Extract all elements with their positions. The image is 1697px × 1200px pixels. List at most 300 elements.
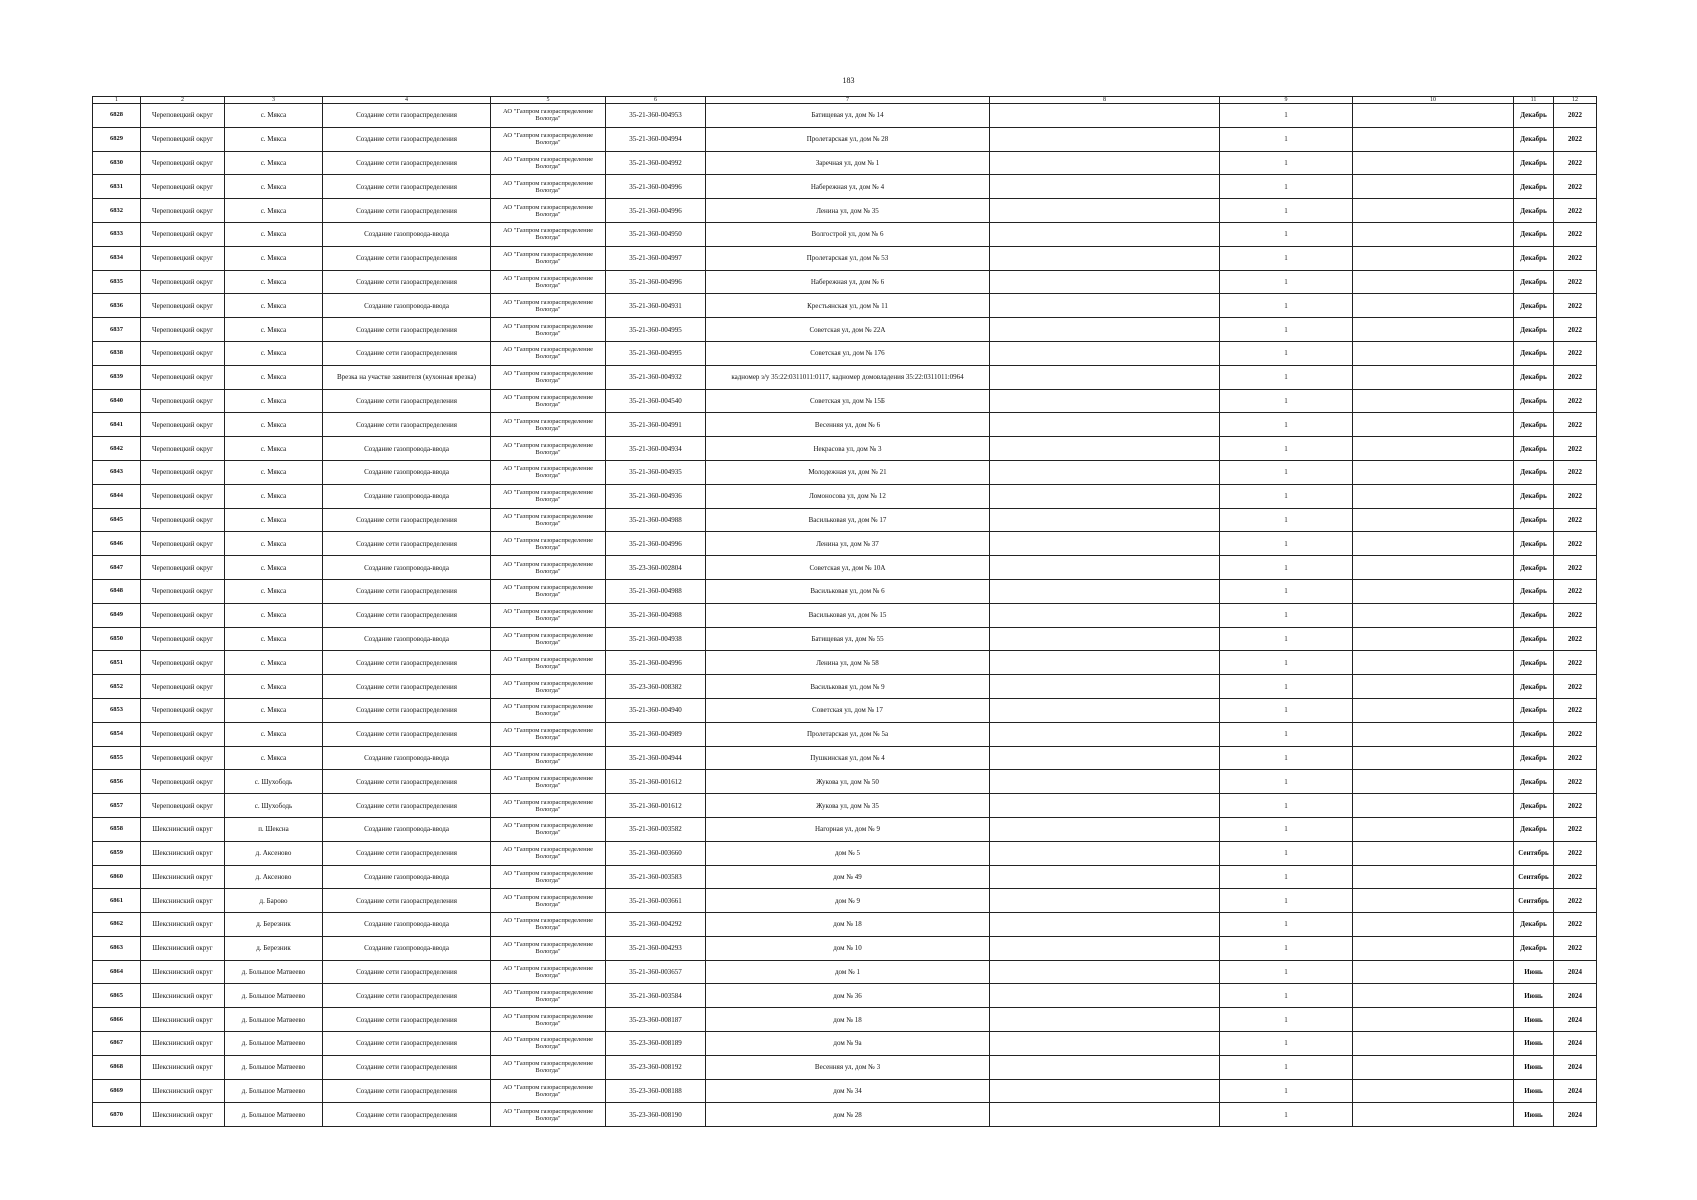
- table-row: [93, 841, 1597, 865]
- table-row: [93, 151, 1597, 175]
- cell-num: 6841: [93, 413, 141, 437]
- cell-num: 6856: [93, 770, 141, 794]
- cell-col10: [1353, 127, 1514, 151]
- cell-month: Декабрь: [1514, 675, 1554, 699]
- cell-settlement: с. Мякса: [225, 508, 323, 532]
- cell-col10: [1353, 104, 1514, 128]
- cell-operator: АО "Газпром газораспределение Вологда": [491, 817, 606, 841]
- cell-col8: [990, 199, 1220, 223]
- cell-num: 6853: [93, 698, 141, 722]
- cell-address: Пролетарская ул, дом № 53: [706, 246, 990, 270]
- cell-num: 6860: [93, 865, 141, 889]
- cell-code: 35-21-360-004934: [606, 437, 706, 461]
- cell-num: 6851: [93, 651, 141, 675]
- cell-district: Череповецкий округ: [141, 794, 225, 818]
- cell-month: Декабрь: [1514, 794, 1554, 818]
- cell-col10: [1353, 365, 1514, 389]
- cell-quantity: 1: [1220, 294, 1353, 318]
- cell-col8: [990, 413, 1220, 437]
- cell-work-type: Создание газопровода-ввода: [323, 437, 491, 461]
- cell-work-type: Создание газопровода-ввода: [323, 222, 491, 246]
- cell-num: 6864: [93, 960, 141, 984]
- cell-address: Васильковая ул, дом № 6: [706, 579, 990, 603]
- cell-col8: [990, 841, 1220, 865]
- cell-quantity: 1: [1220, 698, 1353, 722]
- cell-address: дом № 18: [706, 913, 990, 937]
- cell-work-type: Создание газопровода-ввода: [323, 746, 491, 770]
- cell-district: Череповецкий округ: [141, 508, 225, 532]
- cell-settlement: с. Мякса: [225, 294, 323, 318]
- cell-col10: [1353, 460, 1514, 484]
- cell-col8: [990, 532, 1220, 556]
- cell-num: 6859: [93, 841, 141, 865]
- cell-address: дом № 34: [706, 1079, 990, 1103]
- cell-num: 6847: [93, 556, 141, 580]
- cell-code: 35-21-360-004992: [606, 151, 706, 175]
- column-number-9: 9: [1220, 97, 1353, 104]
- column-number-3: 3: [225, 97, 323, 104]
- cell-operator: АО "Газпром газораспределение Вологда": [491, 1055, 606, 1079]
- cell-address: Советская ул, дом № 10А: [706, 556, 990, 580]
- cell-code: 35-21-360-004936: [606, 484, 706, 508]
- cell-settlement: с. Мякса: [225, 318, 323, 342]
- cell-settlement: с. Мякса: [225, 246, 323, 270]
- cell-year: 2022: [1554, 556, 1597, 580]
- cell-col8: [990, 746, 1220, 770]
- cell-quantity: 1: [1220, 651, 1353, 675]
- cell-month: Декабрь: [1514, 817, 1554, 841]
- cell-col10: [1353, 413, 1514, 437]
- cell-district: Шекснинский округ: [141, 913, 225, 937]
- table-row: [93, 127, 1597, 151]
- cell-district: Шекснинский округ: [141, 1079, 225, 1103]
- cell-year: 2022: [1554, 413, 1597, 437]
- cell-code: 35-23-360-008382: [606, 675, 706, 699]
- cell-work-type: Создание сети газораспределения: [323, 151, 491, 175]
- cell-year: 2022: [1554, 865, 1597, 889]
- cell-code: 35-23-360-002804: [606, 556, 706, 580]
- cell-col10: [1353, 722, 1514, 746]
- cell-month: Июнь: [1514, 1008, 1554, 1032]
- cell-quantity: 1: [1220, 794, 1353, 818]
- table-row: [93, 246, 1597, 270]
- table-row: [93, 104, 1597, 128]
- cell-address: дом № 5: [706, 841, 990, 865]
- cell-settlement: с. Мякса: [225, 175, 323, 199]
- cell-col10: [1353, 1032, 1514, 1056]
- cell-year: 2022: [1554, 127, 1597, 151]
- cell-code: 35-21-360-004944: [606, 746, 706, 770]
- cell-settlement: д. Большое Матвеево: [225, 960, 323, 984]
- cell-operator: АО "Газпром газораспределение Вологда": [491, 175, 606, 199]
- cell-district: Череповецкий округ: [141, 413, 225, 437]
- cell-address: Жукова ул, дом № 50: [706, 770, 990, 794]
- cell-col10: [1353, 270, 1514, 294]
- cell-operator: АО "Газпром газораспределение Вологда": [491, 746, 606, 770]
- cell-year: 2022: [1554, 579, 1597, 603]
- cell-address: дом № 1: [706, 960, 990, 984]
- table-row: [93, 1008, 1597, 1032]
- cell-month: Декабрь: [1514, 318, 1554, 342]
- cell-num: 6829: [93, 127, 141, 151]
- cell-work-type: Создание сети газораспределения: [323, 199, 491, 223]
- cell-settlement: д. Большое Матвеево: [225, 1079, 323, 1103]
- cell-year: 2022: [1554, 389, 1597, 413]
- table-row: [93, 936, 1597, 960]
- cell-col8: [990, 318, 1220, 342]
- cell-col8: [990, 722, 1220, 746]
- cell-address: кадномер з/у 35:22:0311011:0117, кадномер домовладения 35:22:0311011:0964: [706, 365, 990, 389]
- cell-work-type: Создание сети газораспределения: [323, 175, 491, 199]
- cell-district: Череповецкий округ: [141, 318, 225, 342]
- cell-district: Череповецкий округ: [141, 104, 225, 128]
- cell-settlement: с. Мякса: [225, 460, 323, 484]
- cell-code: 35-23-360-008190: [606, 1103, 706, 1127]
- cell-col8: [990, 675, 1220, 699]
- cell-col10: [1353, 794, 1514, 818]
- cell-operator: АО "Газпром газораспределение Вологда": [491, 199, 606, 223]
- cell-work-type: Создание сети газораспределения: [323, 984, 491, 1008]
- table-row: [93, 556, 1597, 580]
- cell-year: 2024: [1554, 984, 1597, 1008]
- cell-quantity: 1: [1220, 579, 1353, 603]
- cell-month: Декабрь: [1514, 222, 1554, 246]
- cell-year: 2022: [1554, 151, 1597, 175]
- column-number-7: 7: [706, 97, 990, 104]
- cell-code: 35-21-360-004935: [606, 460, 706, 484]
- cell-col10: [1353, 222, 1514, 246]
- cell-quantity: 1: [1220, 389, 1353, 413]
- cell-quantity: 1: [1220, 936, 1353, 960]
- cell-col10: [1353, 579, 1514, 603]
- cell-col10: [1353, 675, 1514, 699]
- cell-quantity: 1: [1220, 460, 1353, 484]
- table-row: [93, 437, 1597, 461]
- cell-col10: [1353, 1079, 1514, 1103]
- cell-district: Череповецкий округ: [141, 341, 225, 365]
- cell-month: Сентябрь: [1514, 865, 1554, 889]
- cell-operator: АО "Газпром газораспределение Вологда": [491, 294, 606, 318]
- cell-col10: [1353, 151, 1514, 175]
- cell-quantity: 1: [1220, 318, 1353, 342]
- cell-year: 2022: [1554, 627, 1597, 651]
- cell-settlement: с. Мякса: [225, 651, 323, 675]
- cell-col8: [990, 579, 1220, 603]
- cell-col8: [990, 437, 1220, 461]
- cell-work-type: Создание сети газораспределения: [323, 1032, 491, 1056]
- cell-col8: [990, 603, 1220, 627]
- cell-col10: [1353, 889, 1514, 913]
- table-row: [93, 365, 1597, 389]
- cell-district: Череповецкий округ: [141, 579, 225, 603]
- cell-operator: АО "Газпром газораспределение Вологда": [491, 151, 606, 175]
- column-number-5: 5: [491, 97, 606, 104]
- cell-month: Декабрь: [1514, 365, 1554, 389]
- cell-code: 35-21-360-004991: [606, 413, 706, 437]
- cell-district: Шекснинский округ: [141, 841, 225, 865]
- cell-district: Шекснинский округ: [141, 1032, 225, 1056]
- page-number: 183: [842, 76, 855, 85]
- cell-work-type: Создание сети газораспределения: [323, 246, 491, 270]
- cell-col10: [1353, 389, 1514, 413]
- cell-col10: [1353, 603, 1514, 627]
- cell-code: 35-21-360-004938: [606, 627, 706, 651]
- cell-code: 35-21-360-004989: [606, 722, 706, 746]
- cell-code: 35-21-360-004997: [606, 246, 706, 270]
- cell-quantity: 1: [1220, 1103, 1353, 1127]
- cell-num: 6862: [93, 913, 141, 937]
- cell-month: Декабрь: [1514, 270, 1554, 294]
- cell-month: Декабрь: [1514, 913, 1554, 937]
- cell-quantity: 1: [1220, 984, 1353, 1008]
- table-row: [93, 270, 1597, 294]
- cell-col10: [1353, 651, 1514, 675]
- cell-year: 2022: [1554, 722, 1597, 746]
- cell-col10: [1353, 532, 1514, 556]
- cell-settlement: с. Мякса: [225, 127, 323, 151]
- cell-code: 35-21-360-004293: [606, 936, 706, 960]
- cell-address: Волгострой ул, дом № 6: [706, 222, 990, 246]
- cell-year: 2022: [1554, 698, 1597, 722]
- table-row: [93, 603, 1597, 627]
- cell-settlement: с. Мякса: [225, 151, 323, 175]
- cell-col8: [990, 127, 1220, 151]
- cell-quantity: 1: [1220, 1032, 1353, 1056]
- cell-col10: [1353, 508, 1514, 532]
- cell-operator: АО "Газпром газораспределение Вологда": [491, 794, 606, 818]
- cell-quantity: 1: [1220, 960, 1353, 984]
- cell-operator: АО "Газпром газораспределение Вологда": [491, 1079, 606, 1103]
- cell-settlement: с. Мякса: [225, 365, 323, 389]
- cell-year: 2022: [1554, 341, 1597, 365]
- cell-quantity: 1: [1220, 627, 1353, 651]
- table-row: [93, 532, 1597, 556]
- cell-month: Июнь: [1514, 984, 1554, 1008]
- cell-work-type: Создание сети газораспределения: [323, 675, 491, 699]
- cell-month: Декабрь: [1514, 508, 1554, 532]
- cell-settlement: с. Шухободь: [225, 794, 323, 818]
- cell-district: Череповецкий округ: [141, 246, 225, 270]
- cell-month: Сентябрь: [1514, 889, 1554, 913]
- cell-address: Батищевая ул, дом № 14: [706, 104, 990, 128]
- cell-work-type: Создание сети газораспределения: [323, 508, 491, 532]
- cell-year: 2024: [1554, 1079, 1597, 1103]
- cell-quantity: 1: [1220, 484, 1353, 508]
- cell-code: 35-21-360-004995: [606, 318, 706, 342]
- cell-operator: АО "Газпром газораспределение Вологда": [491, 841, 606, 865]
- cell-col10: [1353, 865, 1514, 889]
- cell-district: Шекснинский округ: [141, 889, 225, 913]
- cell-col10: [1353, 437, 1514, 461]
- cell-month: Декабрь: [1514, 627, 1554, 651]
- cell-year: 2022: [1554, 484, 1597, 508]
- cell-code: 35-21-360-004292: [606, 913, 706, 937]
- table-row: [93, 1103, 1597, 1127]
- cell-code: 35-21-360-004996: [606, 532, 706, 556]
- cell-operator: АО "Газпром газораспределение Вологда": [491, 603, 606, 627]
- cell-month: Декабрь: [1514, 151, 1554, 175]
- cell-num: 6834: [93, 246, 141, 270]
- cell-col10: [1353, 341, 1514, 365]
- cell-address: дом № 18: [706, 1008, 990, 1032]
- cell-month: Декабрь: [1514, 127, 1554, 151]
- cell-operator: АО "Газпром газораспределение Вологда": [491, 984, 606, 1008]
- cell-col8: [990, 865, 1220, 889]
- cell-year: 2024: [1554, 1008, 1597, 1032]
- cell-district: Шекснинский округ: [141, 960, 225, 984]
- cell-year: 2022: [1554, 460, 1597, 484]
- cell-operator: АО "Газпром газораспределение Вологда": [491, 865, 606, 889]
- table-row: [93, 579, 1597, 603]
- cell-code: 35-21-360-003582: [606, 817, 706, 841]
- cell-quantity: 1: [1220, 722, 1353, 746]
- cell-col8: [990, 794, 1220, 818]
- cell-district: Шекснинский округ: [141, 1103, 225, 1127]
- cell-year: 2024: [1554, 1103, 1597, 1127]
- cell-operator: АО "Газпром газораспределение Вологда": [491, 460, 606, 484]
- cell-quantity: 1: [1220, 1008, 1353, 1032]
- table-row: [93, 1079, 1597, 1103]
- cell-code: 35-23-360-008192: [606, 1055, 706, 1079]
- cell-district: Череповецкий округ: [141, 556, 225, 580]
- table-row: [93, 1032, 1597, 1056]
- cell-col8: [990, 698, 1220, 722]
- cell-operator: АО "Газпром газораспределение Вологда": [491, 1008, 606, 1032]
- cell-operator: АО "Газпром газораспределение Вологда": [491, 960, 606, 984]
- cell-operator: АО "Газпром газораспределение Вологда": [491, 318, 606, 342]
- cell-settlement: с. Мякса: [225, 556, 323, 580]
- cell-operator: АО "Газпром газораспределение Вологда": [491, 698, 606, 722]
- cell-month: Декабрь: [1514, 389, 1554, 413]
- cell-address: Советская ул, дом № 22А: [706, 318, 990, 342]
- table-row: [93, 222, 1597, 246]
- cell-operator: АО "Газпром газораспределение Вологда": [491, 365, 606, 389]
- cell-year: 2022: [1554, 199, 1597, 223]
- cell-address: Весенняя ул, дом № 3: [706, 1055, 990, 1079]
- cell-address: Ленина ул, дом № 35: [706, 199, 990, 223]
- cell-district: Череповецкий округ: [141, 627, 225, 651]
- cell-code: 35-21-360-004988: [606, 508, 706, 532]
- cell-col8: [990, 770, 1220, 794]
- cell-num: 6867: [93, 1032, 141, 1056]
- cell-operator: АО "Газпром газораспределение Вологда": [491, 246, 606, 270]
- cell-num: 6868: [93, 1055, 141, 1079]
- cell-address: Васильковая ул, дом № 15: [706, 603, 990, 627]
- column-number-11: 11: [1514, 97, 1554, 104]
- table-row: [93, 984, 1597, 1008]
- cell-code: 35-21-360-003660: [606, 841, 706, 865]
- cell-operator: АО "Газпром газораспределение Вологда": [491, 341, 606, 365]
- column-number-2: 2: [141, 97, 225, 104]
- cell-code: 35-21-360-003661: [606, 889, 706, 913]
- cell-district: Череповецкий округ: [141, 437, 225, 461]
- cell-settlement: с. Мякса: [225, 270, 323, 294]
- cell-month: Июнь: [1514, 1103, 1554, 1127]
- cell-address: Ленина ул, дом № 37: [706, 532, 990, 556]
- cell-operator: АО "Газпром газораспределение Вологда": [491, 675, 606, 699]
- table-row: [93, 1055, 1597, 1079]
- table-row: [93, 746, 1597, 770]
- cell-month: Декабрь: [1514, 413, 1554, 437]
- cell-work-type: Создание газопровода-ввода: [323, 913, 491, 937]
- cell-district: Череповецкий округ: [141, 389, 225, 413]
- cell-col10: [1353, 246, 1514, 270]
- cell-address: Весенняя ул, дом № 6: [706, 413, 990, 437]
- cell-settlement: с. Мякса: [225, 199, 323, 223]
- cell-district: Череповецкий округ: [141, 651, 225, 675]
- table-row: [93, 817, 1597, 841]
- cell-address: Ломоносова ул, дом № 12: [706, 484, 990, 508]
- cell-num: 6831: [93, 175, 141, 199]
- cell-num: 6852: [93, 675, 141, 699]
- cell-col10: [1353, 556, 1514, 580]
- cell-operator: АО "Газпром газораспределение Вологда": [491, 1032, 606, 1056]
- cell-col8: [990, 817, 1220, 841]
- cell-quantity: 1: [1220, 556, 1353, 580]
- cell-year: 2022: [1554, 104, 1597, 128]
- cell-col10: [1353, 841, 1514, 865]
- cell-year: 2022: [1554, 603, 1597, 627]
- cell-month: Июнь: [1514, 960, 1554, 984]
- cell-settlement: с. Мякса: [225, 484, 323, 508]
- cell-operator: АО "Газпром газораспределение Вологда": [491, 556, 606, 580]
- cell-work-type: Создание газопровода-ввода: [323, 556, 491, 580]
- cell-address: дом № 36: [706, 984, 990, 1008]
- cell-num: 6843: [93, 460, 141, 484]
- cell-work-type: Создание сети газораспределения: [323, 889, 491, 913]
- cell-num: 6869: [93, 1079, 141, 1103]
- cell-year: 2022: [1554, 222, 1597, 246]
- cell-quantity: 1: [1220, 675, 1353, 699]
- cell-operator: АО "Газпром газораспределение Вологда": [491, 270, 606, 294]
- cell-col8: [990, 1055, 1220, 1079]
- cell-quantity: 1: [1220, 508, 1353, 532]
- table-row: [93, 460, 1597, 484]
- column-number-8: 8: [990, 97, 1220, 104]
- cell-operator: АО "Газпром газораспределение Вологда": [491, 437, 606, 461]
- cell-col8: [990, 627, 1220, 651]
- cell-code: 35-21-360-003583: [606, 865, 706, 889]
- cell-quantity: 1: [1220, 175, 1353, 199]
- column-number-4: 4: [323, 97, 491, 104]
- cell-address: дом № 49: [706, 865, 990, 889]
- cell-col10: [1353, 484, 1514, 508]
- cell-col10: [1353, 1103, 1514, 1127]
- cell-settlement: д. Большое Матвеево: [225, 1103, 323, 1127]
- cell-work-type: Создание сети газораспределения: [323, 413, 491, 437]
- cell-work-type: Создание сети газораспределения: [323, 960, 491, 984]
- cell-col8: [990, 484, 1220, 508]
- cell-num: 6839: [93, 365, 141, 389]
- cell-settlement: д. Большое Матвеево: [225, 1055, 323, 1079]
- cell-col10: [1353, 960, 1514, 984]
- table-row: [93, 413, 1597, 437]
- cell-work-type: Создание газопровода-ввода: [323, 294, 491, 318]
- column-number-12: 12: [1554, 97, 1597, 104]
- cell-year: 2022: [1554, 175, 1597, 199]
- cell-district: Шекснинский округ: [141, 865, 225, 889]
- cell-settlement: с. Мякса: [225, 722, 323, 746]
- cell-col10: [1353, 175, 1514, 199]
- cell-quantity: 1: [1220, 1055, 1353, 1079]
- cell-work-type: Создание сети газораспределения: [323, 104, 491, 128]
- cell-month: Декабрь: [1514, 603, 1554, 627]
- cell-work-type: Создание сети газораспределения: [323, 318, 491, 342]
- cell-col8: [990, 1103, 1220, 1127]
- cell-col10: [1353, 1008, 1514, 1032]
- cell-operator: АО "Газпром газораспределение Вологда": [491, 532, 606, 556]
- cell-operator: АО "Газпром газораспределение Вологда": [491, 104, 606, 128]
